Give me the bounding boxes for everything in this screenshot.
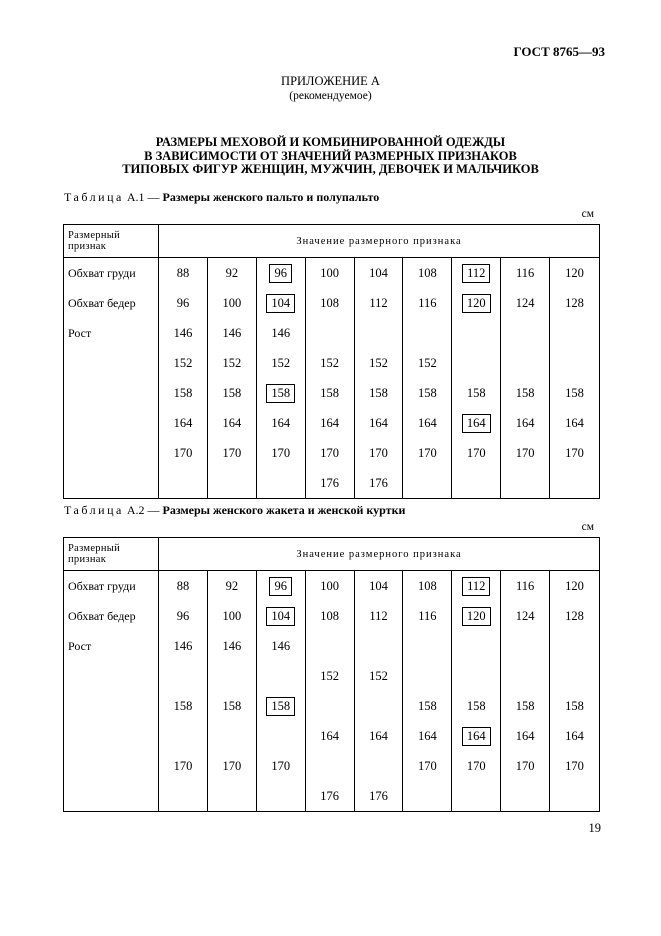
page-title <box>43 136 618 177</box>
boxed-value: 120 <box>462 294 491 313</box>
value-cell <box>257 601 306 631</box>
value-cell: 108 <box>306 601 355 631</box>
value-cell: 96 <box>159 288 208 318</box>
row-label <box>64 348 159 378</box>
value-cell: 158 <box>452 691 501 721</box>
row-label <box>64 691 159 721</box>
value-cell: 158 <box>159 378 208 408</box>
value-cell: 158 <box>306 378 355 408</box>
value-cell <box>501 348 550 378</box>
row-label <box>64 721 159 751</box>
value-cell <box>452 631 501 661</box>
value-cell: 158 <box>208 378 257 408</box>
value-cell <box>403 781 452 811</box>
value-cell: 170 <box>565 758 584 773</box>
value-cell: 146 <box>159 318 208 348</box>
document-number: ГОСТ 8765—93 <box>513 44 605 59</box>
value-cell <box>306 691 355 721</box>
value-cell: 164 <box>501 721 550 751</box>
value-cell <box>501 318 550 348</box>
value-cell: 170 <box>355 438 404 468</box>
value-cell: 128 <box>565 608 584 623</box>
value-cell: 152 <box>355 348 404 378</box>
value-cell <box>550 661 599 691</box>
value-cell <box>257 258 306 288</box>
value-cell: 176 <box>306 468 355 498</box>
boxed-value: 104 <box>266 607 295 626</box>
value-cell <box>403 661 452 691</box>
value-cell <box>257 691 306 721</box>
value-cell <box>550 318 599 348</box>
value-cell: 170 <box>208 438 257 468</box>
value-cell <box>257 288 306 318</box>
value-cell: 170 <box>452 438 501 468</box>
value-cell: 164 <box>501 408 550 438</box>
value-cell: 170 <box>159 438 208 468</box>
table-caption-title: Размеры женского пальто и полупальто <box>162 190 380 204</box>
value-cell <box>403 318 452 348</box>
value-cell: 164 <box>159 408 208 438</box>
value-cell <box>452 601 501 631</box>
value-cell: 116 <box>403 288 452 318</box>
value-cell: 104 <box>355 571 404 601</box>
value-cell <box>452 721 501 751</box>
value-cell: 120 <box>565 578 584 593</box>
value-cell <box>257 721 306 751</box>
value-cell: 108 <box>403 571 452 601</box>
boxed-value: 158 <box>266 384 295 403</box>
value-cell <box>355 691 404 721</box>
boxed-value: 164 <box>462 414 491 433</box>
value-cell <box>208 468 257 498</box>
value-cell: 146 <box>208 318 257 348</box>
value-cell: 164 <box>257 408 306 438</box>
value-cell <box>452 661 501 691</box>
value-cell: 152 <box>257 348 306 378</box>
appendix-block <box>63 74 598 102</box>
value-cell: 164 <box>306 721 355 751</box>
table-caption-number: А.2 — <box>126 503 160 517</box>
value-cell: 170 <box>452 751 501 781</box>
table-a2-unit-label: см <box>581 521 594 533</box>
value-cell: 176 <box>355 468 404 498</box>
value-cell <box>501 468 550 498</box>
value-cell: 128 <box>565 295 584 310</box>
table-header-right: Значение размерного признака <box>296 548 462 560</box>
value-cell <box>452 258 501 288</box>
value-cell <box>452 348 501 378</box>
value-cell: 146 <box>257 318 306 348</box>
row-label: Рост <box>64 318 159 348</box>
value-cell <box>501 781 550 811</box>
value-cell: 120 <box>565 265 584 280</box>
page-number: 19 <box>588 821 601 835</box>
table-caption-word: Таблица <box>64 190 124 204</box>
value-cell: 164 <box>565 728 584 743</box>
table-a2 <box>63 537 600 812</box>
value-cell: 116 <box>501 258 550 288</box>
value-cell: 158 <box>208 691 257 721</box>
value-cell: 170 <box>257 751 306 781</box>
row-label: Рост <box>64 631 159 661</box>
value-cell <box>452 318 501 348</box>
boxed-value: 164 <box>462 727 491 746</box>
value-cell: 176 <box>306 781 355 811</box>
value-cell: 112 <box>355 288 404 318</box>
row-label <box>64 438 159 468</box>
table-caption-number: А.1 — <box>126 190 160 204</box>
table-header-right: Значение размерного признака <box>296 235 462 247</box>
table-a1 <box>63 224 600 499</box>
row-label <box>64 378 159 408</box>
value-cell: 170 <box>403 438 452 468</box>
value-cell: 100 <box>306 258 355 288</box>
value-cell <box>208 721 257 751</box>
value-cell: 176 <box>355 781 404 811</box>
row-label: Обхват груди <box>64 258 159 288</box>
table-a2-caption <box>64 503 405 518</box>
row-label <box>64 751 159 781</box>
value-cell: 170 <box>257 438 306 468</box>
row-label <box>64 661 159 691</box>
value-cell: 164 <box>403 721 452 751</box>
value-cell <box>452 781 501 811</box>
value-cell <box>159 661 208 691</box>
row-label: Обхват груди <box>64 571 159 601</box>
value-cell: 164 <box>355 721 404 751</box>
value-cell <box>550 781 599 811</box>
value-cell: 158 <box>565 698 584 713</box>
boxed-value: 112 <box>462 577 490 596</box>
table-header-row <box>64 225 599 258</box>
value-cell <box>501 631 550 661</box>
boxed-value: 112 <box>462 264 490 283</box>
page-title-line-3: ТИПОВЫХ ФИГУР ЖЕНЩИН, МУЖЧИН, ДЕВОЧЕК И МАЛЬЧИКОВ <box>122 162 539 176</box>
value-cell: 100 <box>306 571 355 601</box>
table-header-left: Размерный признак <box>64 225 159 257</box>
value-cell <box>306 631 355 661</box>
value-cell: 100 <box>208 288 257 318</box>
value-cell: 146 <box>208 631 257 661</box>
boxed-value: 120 <box>462 607 491 626</box>
value-cell <box>550 631 599 661</box>
value-cell: 158 <box>501 691 550 721</box>
table-header-left: Размерный признак <box>64 538 159 570</box>
value-cell: 108 <box>306 288 355 318</box>
value-cell: 152 <box>306 348 355 378</box>
value-cell <box>257 571 306 601</box>
value-cell: 170 <box>159 751 208 781</box>
value-cell: 124 <box>501 288 550 318</box>
value-cell <box>257 781 306 811</box>
value-cell: 152 <box>355 661 404 691</box>
value-cell: 158 <box>452 378 501 408</box>
value-cell: 108 <box>403 258 452 288</box>
table-header-row <box>64 538 599 571</box>
table-body <box>64 258 599 498</box>
table-body <box>64 571 599 811</box>
value-cell <box>550 348 599 378</box>
value-cell <box>257 661 306 691</box>
boxed-value: 96 <box>269 577 292 596</box>
value-cell: 116 <box>501 571 550 601</box>
value-cell: 170 <box>565 445 584 460</box>
value-cell: 152 <box>306 661 355 691</box>
value-cell <box>306 318 355 348</box>
value-cell: 164 <box>208 408 257 438</box>
value-cell: 116 <box>403 601 452 631</box>
value-cell: 170 <box>208 751 257 781</box>
appendix-title: ПРИЛОЖЕНИЕ А <box>281 74 380 88</box>
value-cell: 158 <box>403 378 452 408</box>
value-cell: 158 <box>159 691 208 721</box>
value-cell <box>403 468 452 498</box>
value-cell <box>452 288 501 318</box>
value-cell: 92 <box>208 258 257 288</box>
value-cell: 104 <box>355 258 404 288</box>
boxed-value: 96 <box>269 264 292 283</box>
value-cell <box>550 468 599 498</box>
value-cell: 146 <box>257 631 306 661</box>
value-cell: 164 <box>403 408 452 438</box>
boxed-value: 104 <box>266 294 295 313</box>
value-cell: 164 <box>306 408 355 438</box>
value-cell <box>257 468 306 498</box>
page-title-line-2: В ЗАВИСИМОСТИ ОТ ЗНАЧЕНИЙ РАЗМЕРНЫХ ПРИЗНАКОВ <box>144 148 517 163</box>
value-cell: 158 <box>501 378 550 408</box>
page-title-line-1: РАЗМЕРЫ МЕХОВОЙ И КОМБИНИРОВАННОЙ ОДЕЖДЫ <box>155 135 506 149</box>
value-cell <box>306 751 355 781</box>
value-cell: 170 <box>306 438 355 468</box>
value-cell <box>501 661 550 691</box>
value-cell: 164 <box>355 408 404 438</box>
value-cell <box>452 571 501 601</box>
value-cell <box>208 661 257 691</box>
value-cell: 170 <box>403 751 452 781</box>
appendix-note: (рекомендуемое) <box>289 90 372 102</box>
table-a1-caption <box>64 190 379 205</box>
boxed-value: 158 <box>266 697 295 716</box>
row-label <box>64 468 159 498</box>
value-cell: 96 <box>159 601 208 631</box>
table-a1-unit-label: см <box>581 208 594 220</box>
row-label: Обхват бедер <box>64 601 159 631</box>
table-caption-title: Размеры женского жакета и женской куртки <box>162 503 406 517</box>
value-cell: 92 <box>208 571 257 601</box>
value-cell: 170 <box>501 438 550 468</box>
value-cell <box>159 468 208 498</box>
value-cell <box>355 631 404 661</box>
row-label <box>64 408 159 438</box>
row-label <box>64 781 159 811</box>
value-cell <box>355 751 404 781</box>
value-cell <box>452 408 501 438</box>
value-cell <box>452 468 501 498</box>
value-cell <box>208 781 257 811</box>
value-cell: 158 <box>355 378 404 408</box>
value-cell: 152 <box>159 348 208 378</box>
value-cell: 112 <box>355 601 404 631</box>
value-cell: 164 <box>565 415 584 430</box>
table-caption-word: Таблица <box>64 503 124 517</box>
value-cell: 170 <box>501 751 550 781</box>
value-cell: 152 <box>403 348 452 378</box>
value-cell <box>159 721 208 751</box>
value-cell: 146 <box>159 631 208 661</box>
value-cell: 124 <box>501 601 550 631</box>
value-cell: 152 <box>208 348 257 378</box>
value-cell <box>159 781 208 811</box>
row-label: Обхват бедер <box>64 288 159 318</box>
value-cell: 100 <box>208 601 257 631</box>
value-cell <box>257 378 306 408</box>
value-cell: 88 <box>159 571 208 601</box>
value-cell <box>355 318 404 348</box>
value-cell: 158 <box>403 691 452 721</box>
value-cell <box>403 631 452 661</box>
value-cell: 88 <box>159 258 208 288</box>
value-cell: 158 <box>565 385 584 400</box>
